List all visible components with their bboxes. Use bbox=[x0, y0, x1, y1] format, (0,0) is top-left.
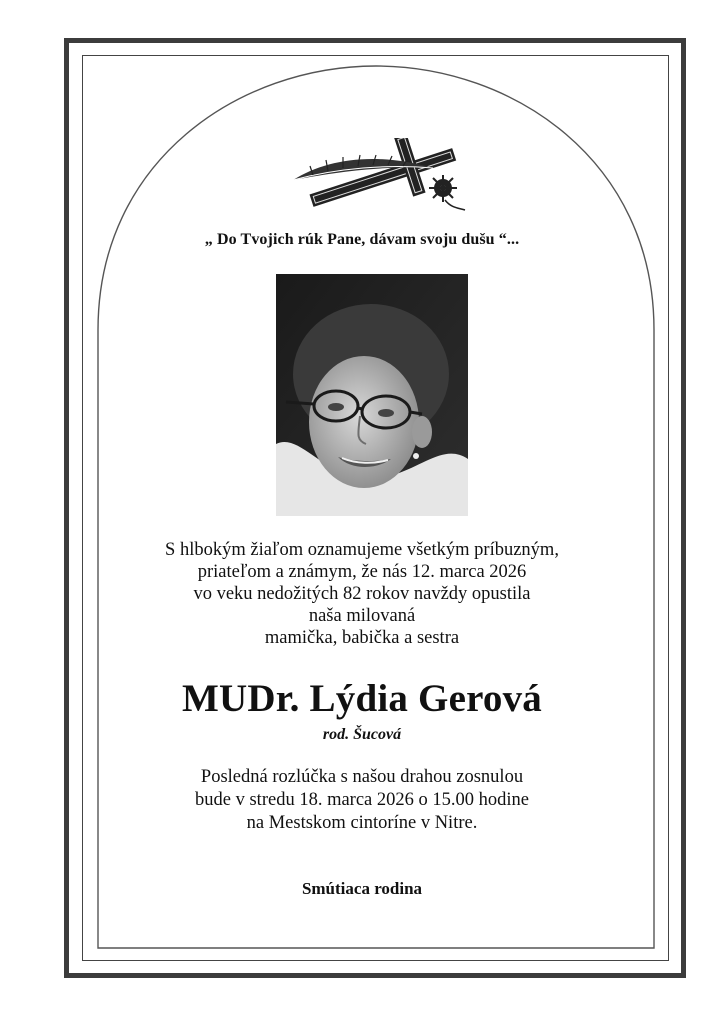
maiden-name: rod. Šucová bbox=[322, 726, 402, 743]
signature: Smútiaca rodina bbox=[301, 879, 423, 898]
announcement-line: mamička, babička a sestra bbox=[264, 628, 460, 648]
quote: „ Do Tvojich rúk Pane, dávam svoju dušu “... bbox=[204, 231, 520, 248]
farewell-line: bude v stredu 18. marca 2026 o 15.00 hodine bbox=[195, 790, 529, 810]
announcement-line: S hlbokým žiaľom oznamujeme všetkým príbuzným, bbox=[165, 540, 559, 560]
cross-with-palm-and-flower-icon bbox=[288, 138, 473, 218]
announcement-line: priateľom a známym, že nás 12. marca 2026 bbox=[197, 562, 527, 582]
farewell-line: Posledná rozlúčka s našou drahou zosnulou bbox=[200, 767, 524, 787]
portrait-photo bbox=[276, 274, 468, 516]
farewell-line: na Mestskom cintoríne v Nitre. bbox=[246, 813, 478, 833]
announcement-line: naša milovaná bbox=[308, 606, 416, 626]
announcement-text bbox=[82, 539, 642, 649]
deceased-name: MUDr. Lýdia Gerová bbox=[181, 677, 542, 720]
farewell-text bbox=[82, 766, 642, 835]
announcement-line: vo veku nedožitých 82 rokov navždy opustila bbox=[193, 584, 531, 604]
